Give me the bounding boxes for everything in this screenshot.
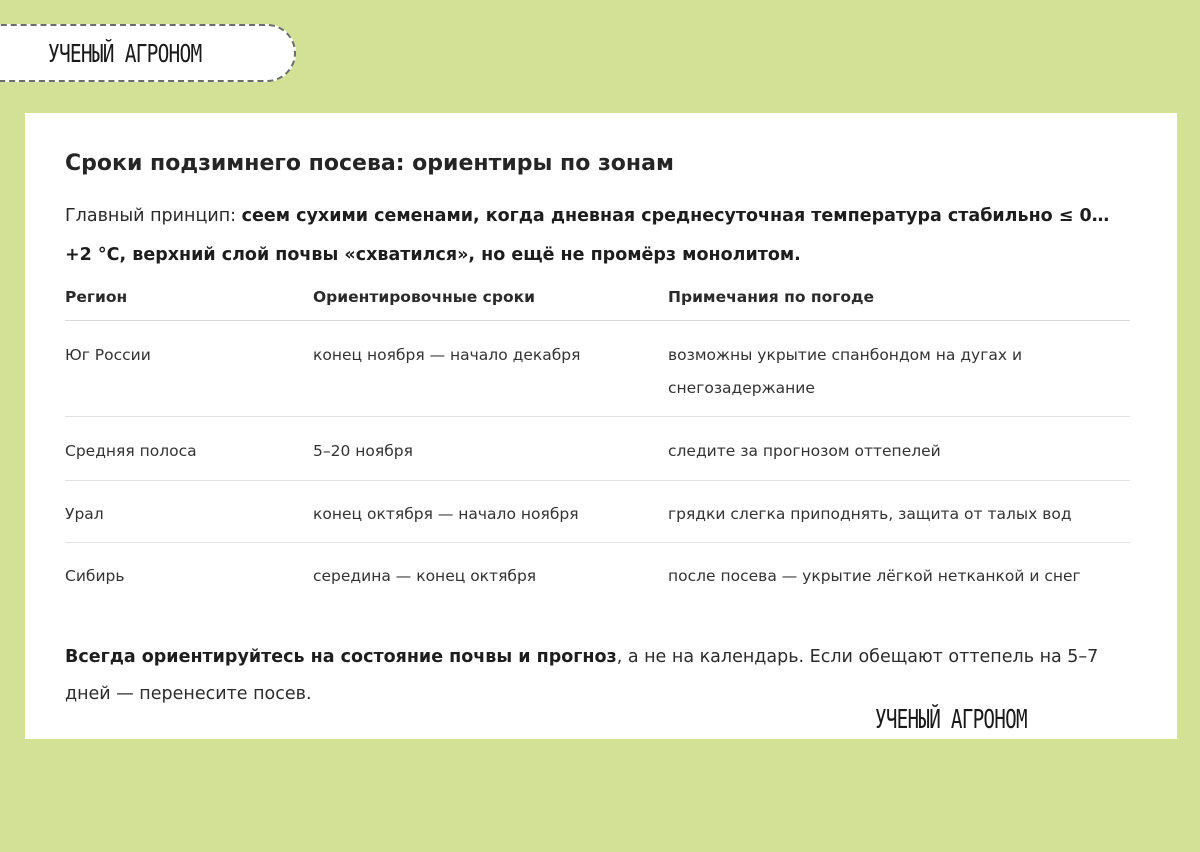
brand-tag-text: УЧЕНЫЙ АГРОНОМ bbox=[48, 38, 202, 68]
principle-paragraph bbox=[65, 197, 1135, 275]
article-title: Сроки подзимнего посева: ориентиры по зонам bbox=[65, 151, 674, 176]
principle-label: Главный принцип: bbox=[65, 206, 242, 226]
brand-watermark: УЧЕНЫЙ АГРОНОМ bbox=[875, 705, 1027, 735]
cell-notes: после посева — укрытие лёгкой нетканкой и снег bbox=[668, 567, 1081, 585]
header-dates: Ориентировочные сроки bbox=[313, 288, 535, 306]
table-row bbox=[65, 543, 1130, 609]
cell-region: Сибирь bbox=[65, 567, 125, 585]
cell-region: Юг России bbox=[65, 346, 151, 364]
table-row bbox=[65, 321, 1130, 417]
table-row bbox=[65, 417, 1130, 481]
sowing-dates-table bbox=[65, 281, 1130, 609]
cell-region: Средняя полоса bbox=[65, 442, 197, 460]
cell-notes: возможны укрытие спанбондом на дугах и снегозадержание bbox=[668, 346, 1023, 397]
note-text: , а не на календарь. Если обещают оттепель на 5–7 дней — перенесите посев. bbox=[65, 647, 1099, 704]
header-region: Регион bbox=[65, 288, 128, 306]
cell-notes: следите за прогнозом оттепелей bbox=[668, 442, 941, 460]
cell-dates: 5–20 ноября bbox=[313, 442, 413, 460]
brand-tag bbox=[0, 24, 296, 82]
principle-text: сеем сухими семенами, когда дневная среднесуточная температура стабильно ≤ 0…+2 °C, верхний слой почвы «схватился», но ещё не промёрз монолитом. bbox=[65, 206, 1110, 265]
closing-note bbox=[65, 639, 1145, 713]
cell-dates: конец ноября — начало декабря bbox=[313, 346, 581, 364]
note-bold: Всегда ориентируйтесь на состояние почвы и прогноз bbox=[65, 647, 617, 667]
cell-dates: середина — конец октября bbox=[313, 567, 537, 585]
table-header-row bbox=[65, 281, 1130, 321]
cell-region: Урал bbox=[65, 505, 104, 523]
table-row bbox=[65, 481, 1130, 543]
cell-notes: грядки слегка приподнять, защита от талых вод bbox=[668, 505, 1072, 523]
header-weather-notes: Примечания по погоде bbox=[668, 288, 875, 306]
cell-dates: конец октября — начало ноября bbox=[313, 505, 579, 523]
content-card bbox=[25, 113, 1177, 739]
